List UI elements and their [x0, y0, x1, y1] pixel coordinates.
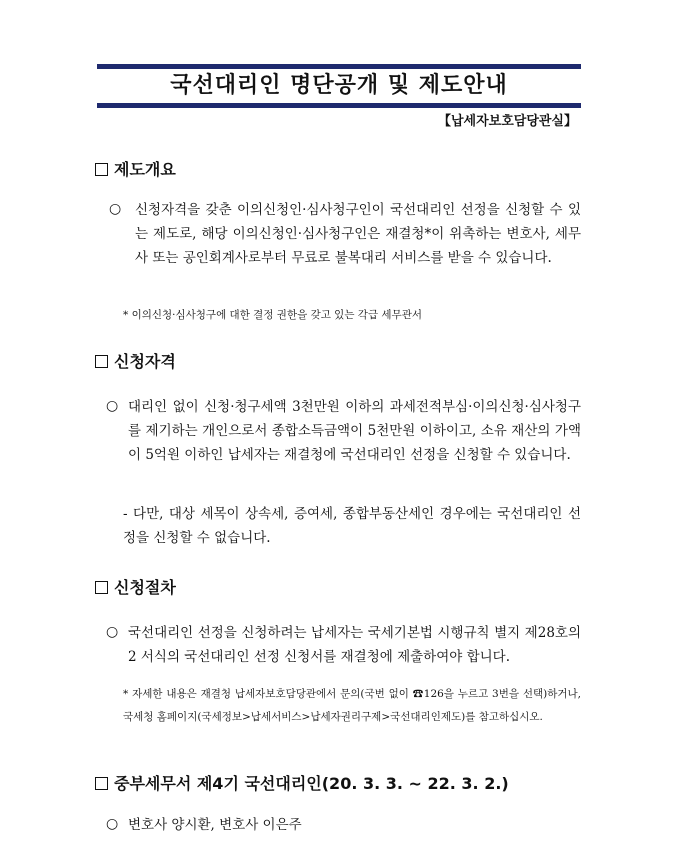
overview-footnote: * 이의신청·심사청구에 대한 결정 권한을 갖고 있는 각급 세무관서	[123, 309, 423, 321]
title-bottom-rule	[97, 103, 581, 108]
section-heading-eligibility: 신청자격	[95, 351, 176, 373]
title-top-rule	[97, 64, 581, 69]
procedure-footnote: * 자세한 내용은 재결청 납세자보호담당관에서 문의(국번 없이 ☎126을 누르고 3번을 선택)하거나, 국세청 홈페이지(국세정보>납세서비스>납세자권리구제>국선대리인제도)를 참고하십시오.	[123, 688, 581, 723]
eligibility-body: 대리인 없이 신청·청구세액 3천만원 이하의 과세전적부심·이의신청·심사청구를 제기하는 개인으로서 종합소득금액이 5천만원 이하이고, 소유 재산의 가액이 5억원 이하인 납세자는 재결청에 국선대리인 선정을 신청할 수 있습니다.	[128, 399, 581, 463]
overview-body: 신청자격을 갖춘 이의신청인·심사청구인이 국선대리인 선정을 신청할 수 있는 제도로, 해당 이의신청인·심사청구인은 재결청*이 위촉하는 변호사, 세무사 또는 공인회계사로부터 무료로 불복대리 서비스를 받을 수 있습니다.	[135, 202, 581, 266]
title-banner	[97, 64, 581, 108]
bullet-circle-icon: ○	[106, 398, 119, 414]
page-title: 국선대리인 명단공개 및 제도안내	[170, 73, 508, 98]
checkbox-square-icon	[95, 355, 108, 368]
checkbox-square-icon	[95, 581, 108, 594]
section-heading-overview: 제도개요	[95, 159, 176, 181]
procedure-body: 국선대리인 선정을 신청하려는 납세자는 국세기본법 시행규칙 별지 제28호의2 서식의 국선대리인 선정 신청서를 재결청에 제출하여야 합니다.	[128, 625, 581, 665]
department-label: 【납세자보호담당관실】	[437, 114, 577, 129]
section-heading-procedure: 신청절차	[95, 577, 176, 599]
checkbox-square-icon	[95, 777, 108, 790]
section-heading-representatives: 중부세무서 제4기 국선대리인(20. 3. 3. ~ 22. 3. 2.)	[95, 773, 509, 795]
representatives-list: 변호사 양시환, 변호사 이은주	[128, 817, 302, 833]
eligibility-exception: - 다만, 대상 세목이 상속세, 증여세, 종합부동산세인 경우에는 국선대리인 선정을 신청할 수 없습니다.	[123, 506, 581, 546]
bullet-circle-icon: ○	[109, 201, 122, 217]
bullet-circle-icon: ○	[106, 816, 119, 832]
bullet-circle-icon: ○	[106, 624, 119, 640]
checkbox-square-icon	[95, 163, 108, 176]
